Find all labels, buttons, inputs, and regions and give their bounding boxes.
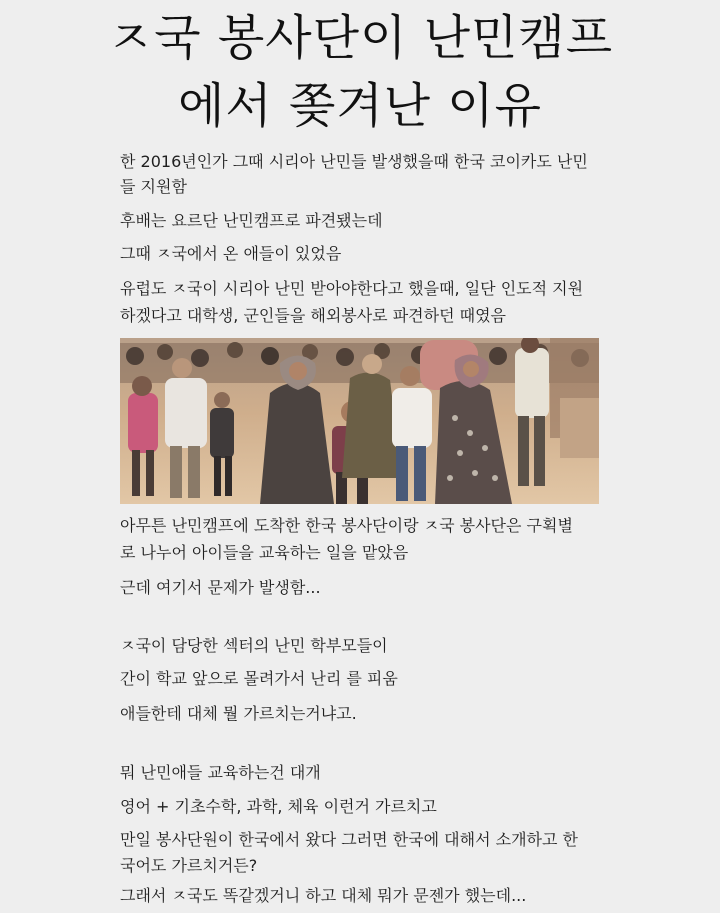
refugee-crowd-illustration bbox=[120, 338, 599, 504]
paragraph-line: 국어도 가르치거든? bbox=[120, 856, 258, 875]
paragraph-line: 그래서 ㅈ국도 똑같겠거니 하고 대체 뭐가 문젠가 했는데... bbox=[120, 886, 527, 905]
paragraph-line: 로 나누어 아이들을 교육하는 일을 맡았음 bbox=[120, 543, 409, 562]
paragraph-line: 만일 봉사단원이 한국에서 왔다 그러면 한국에 대해서 소개하고 한 bbox=[120, 830, 579, 849]
article-title-line-1: ㅈ국 봉사단이 난민캠프 bbox=[106, 10, 614, 66]
paragraph-line: 하겠다고 대학생, 군인들을 해외봉사로 파견하던 때였음 bbox=[120, 306, 507, 325]
paragraph-line: 영어 + 기초수학, 과학, 체육 이런거 가르치고 bbox=[120, 797, 437, 816]
paragraph-line: 아무튼 난민캠프에 도착한 한국 봉사단이랑 ㅈ국 봉사단은 구획별 bbox=[120, 516, 573, 535]
paragraph-line: 애들한테 대체 뭘 가르치는거냐고. bbox=[120, 704, 357, 723]
paragraph-line: 후배는 요르단 난민캠프로 파견됐는데 bbox=[120, 211, 383, 230]
paragraph-line: 뭐 난민애들 교육하는건 대개 bbox=[120, 763, 321, 782]
paragraph-line: 간이 학교 앞으로 몰려가서 난리 를 피움 bbox=[120, 669, 398, 688]
paragraph-line: 한 2016년인가 그때 시리아 난민들 발생했을때 한국 코이카도 난민 bbox=[120, 152, 588, 171]
paragraph-line: 들 지원함 bbox=[120, 177, 187, 196]
refugee-crowd-photo bbox=[120, 338, 599, 504]
article-title-line-2: 에서 쫒겨난 이유 bbox=[177, 78, 543, 134]
paragraph-line: 근데 여기서 문제가 발생함... bbox=[120, 578, 321, 597]
paragraph-line: ㅈ국이 담당한 섹터의 난민 학부모들이 bbox=[120, 636, 388, 655]
paragraph-line: 그때 ㅈ국에서 온 애들이 있었음 bbox=[120, 244, 342, 263]
paragraph-line: 유럽도 ㅈ국이 시리아 난민 받아야한다고 했을때, 일단 인도적 지원 bbox=[120, 279, 584, 298]
